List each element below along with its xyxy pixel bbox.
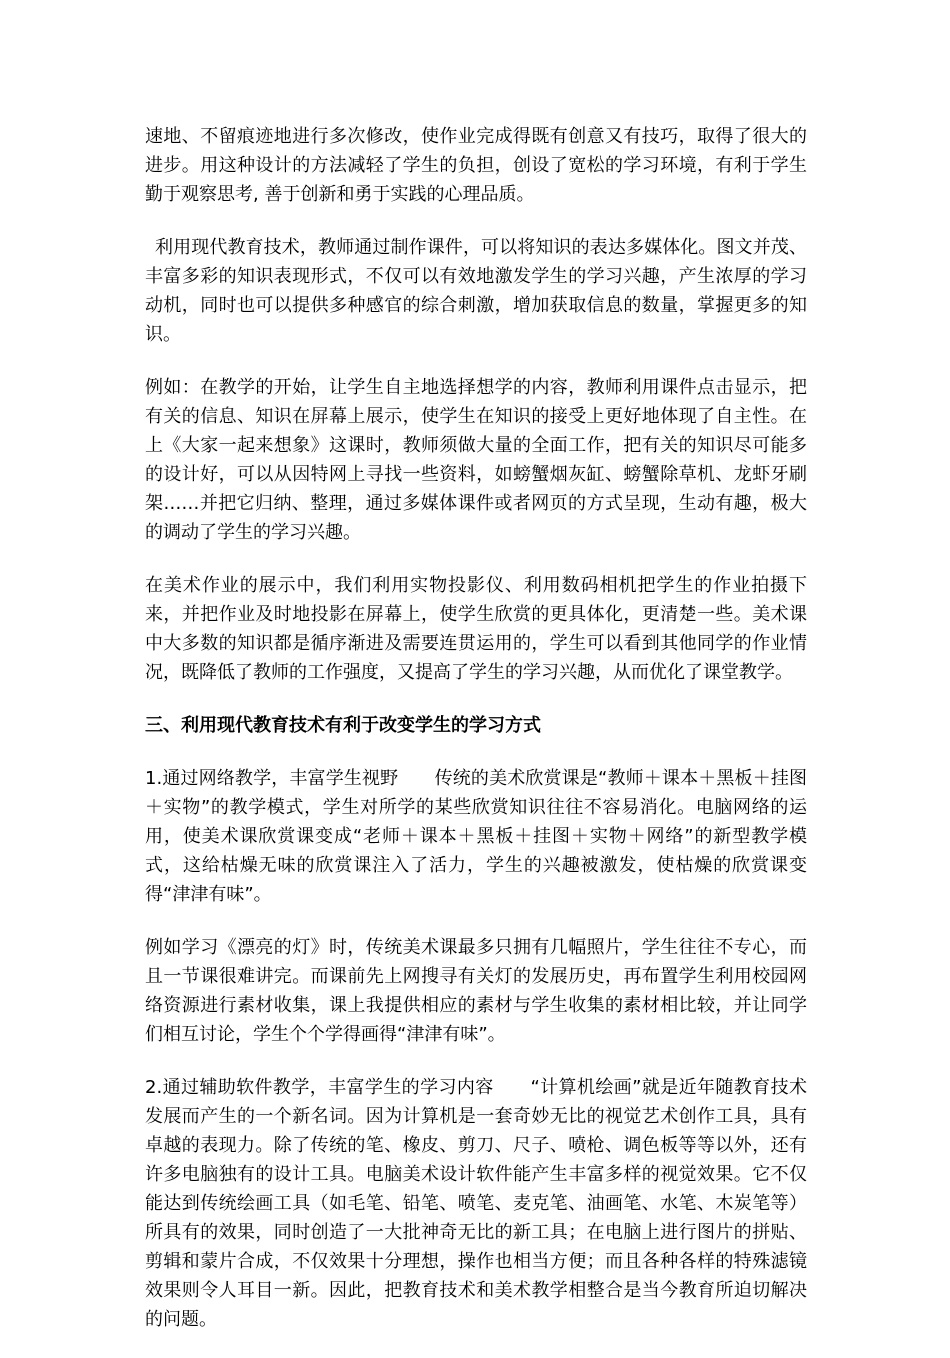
paragraph-software-teaching: 2.通过辅助软件教学，丰富学生的学习内容 “计算机绘画”就是近年随教育技术发展而产生的一个新名词。因为计算机是一套奇妙无比的视觉艺术创作工具，具有卓越的表现力。除了传统的笔、橡皮、剪刀、尺子、喷枪、调色板等等以外，还有许多电脑独有的设计工具。电脑美术设计软件能产生丰富多样的视觉效果。它不仅能达到传统绘画工具（如毛笔、铅笔、喷笔、麦克笔、油画笔、水笔、木炭笔等）所具有的效果，同时创造了一大批神奇无比的新工具；在电脑上进行图片的拼贴、剪辑和蒙片合成，不仅效果十分理想，操作也相当方便；而且各种各样的特殊滤镜效果则令人耳目一新。因此，把教育技术和美术教学相整合是当今教育所迫切解决的问题。 (145, 1077, 807, 1330)
section-heading-3: 三、利用现代教育技术有利于改变学生的学习方式 (145, 715, 541, 736)
document-page (145, 122, 807, 1358)
paragraph-continuation: 速地、不留痕迹地进行多次修改，使作业完成得既有创意又有技巧，取得了很大的进步。用这种设计的方法减轻了学生的负担，创设了宽松的学习环境，有利于学生勤于观察思考, 善于创新和勇于实践的心理品质。 (145, 126, 807, 205)
paragraph-homework-display: 在美术作业的展示中，我们利用实物投影仪、利用数码相机把学生的作业拍摄下来，并把作业及时地投影在屏幕上，使学生欣赏的更具体化，更清楚一些。美术课中大多数的知识都是循序渐进及需要连贯运用的，学生可以看到其他同学的作业情况，既降低了教师的工作强度，又提高了学生的学习兴趣，从而优化了课堂教学。 (145, 575, 807, 683)
paragraph-multimedia: 利用现代教育技术，教师通过制作课件，可以将知识的表达多媒体化。图文并茂、丰富多彩的知识表现形式，不仅可以有效地激发学生的学习兴趣，产生浓厚的学习动机，同时也可以提供多种感官的综合刺激，增加获取信息的数量，掌握更多的知识。 (145, 237, 807, 345)
paragraph-example-lamp: 例如学习《漂亮的灯》时，传统美术课最多只拥有几幅照片，学生往往不专心，而且一节课很难讲完。而课前先上网搜寻有关灯的发展历史，再布置学生利用校园网络资源进行素材收集，课上我提供相应的素材与学生收集的素材相比较，并让同学们相互讨论，学生个个学得画得“津津有味”。 (145, 937, 807, 1045)
paragraph-example-courseware: 例如：在教学的开始，让学生自主地选择想学的内容，教师利用课件点击显示，把有关的信息、知识在屏幕上展示，使学生在知识的接受上更好地体现了自主性。在上《大家一起来想象》这课时，教师须做大量的全面工作，把有关的知识尽可能多的设计好，可以从因特网上寻找一些资料，如螃蟹烟灰缸、螃蟹除草机、龙虾牙刷架……并把它归纳、整理，通过多媒体课件或者网页的方式呈现，生动有趣，极大的调动了学生的学习兴趣。 (145, 377, 807, 543)
paragraph-network-teaching: 1.通过网络教学，丰富学生视野 传统的美术欣赏课是“教师＋课本＋黑板＋挂图＋实物”的教学模式，学生对所学的某些欣赏知识往往不容易消化。电脑网络的运用，使美术课欣赏课变成“老师＋课本＋黑板＋挂图＋实物＋网络”的新型教学模式，这给枯燥无味的欣赏课注入了活力，学生的兴趣被激发，使枯燥的欣赏课变得“津津有味”。 (145, 768, 807, 905)
